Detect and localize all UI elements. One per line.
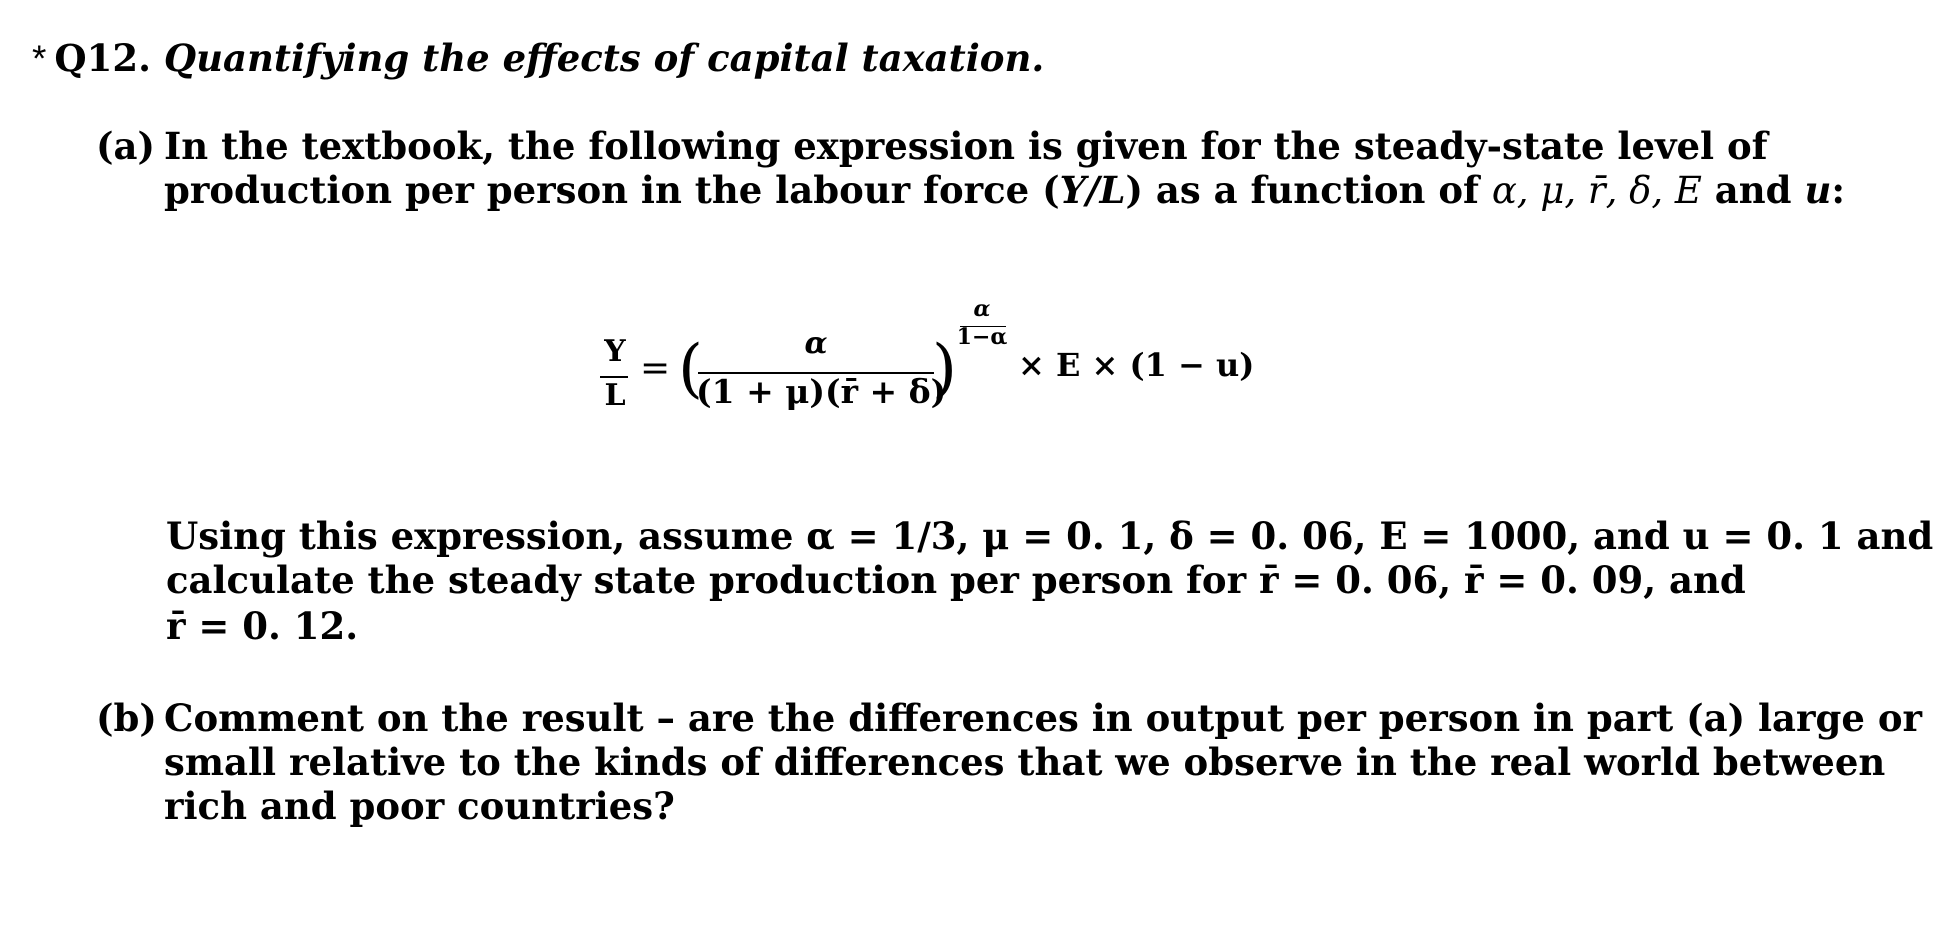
part-a-label: (a)	[96, 124, 155, 168]
assume-line-2: calculate the steady state production per person for r̄ = 0. 06, r̄ = 0. 09, and	[166, 558, 1746, 602]
left-paren: (	[678, 332, 703, 406]
part-a-line-1: In the textbook, the following expression is given for the steady-state level of	[164, 124, 1768, 168]
exponent-numerator: α	[973, 296, 991, 322]
fraction-denominator: (1 + μ)(r̄ + δ)	[696, 372, 947, 411]
question-number: Q12.	[54, 36, 152, 80]
exponent-denominator: 1−α	[956, 324, 1008, 350]
part-a-line-2: production per person in the labour force (Y/L) as a function of α, μ, r̄, δ, E and u:	[164, 168, 1846, 212]
equals-sign: =	[640, 348, 671, 389]
right-paren: )	[932, 332, 957, 406]
steady-state-equation	[598, 296, 1298, 458]
lhs-denominator: L	[604, 378, 626, 413]
part-b-line-3: rich and poor countries?	[164, 784, 675, 828]
asterisk-marker: *	[32, 38, 47, 79]
fraction-numerator: α	[804, 326, 828, 361]
part-b-line-2: small relative to the kinds of differences that we observe in the real world between	[164, 740, 1886, 784]
lhs-numerator: Y	[604, 334, 626, 369]
question-heading: Quantifying the effects of capital taxation.	[163, 36, 1045, 80]
assume-line-3: r̄ = 0. 12.	[166, 604, 359, 648]
part-b-label: (b)	[96, 696, 157, 740]
part-b-line-1: Comment on the result – are the differences in output per person in part (a) large or	[164, 696, 1922, 740]
question-title	[32, 36, 1044, 80]
equation-tail: × E × (1 − u)	[1018, 346, 1255, 384]
assume-line-1: Using this expression, assume α = 1/3, μ = 0. 1, δ = 0. 06, E = 1000, and u = 0. 1 and	[166, 514, 1933, 558]
